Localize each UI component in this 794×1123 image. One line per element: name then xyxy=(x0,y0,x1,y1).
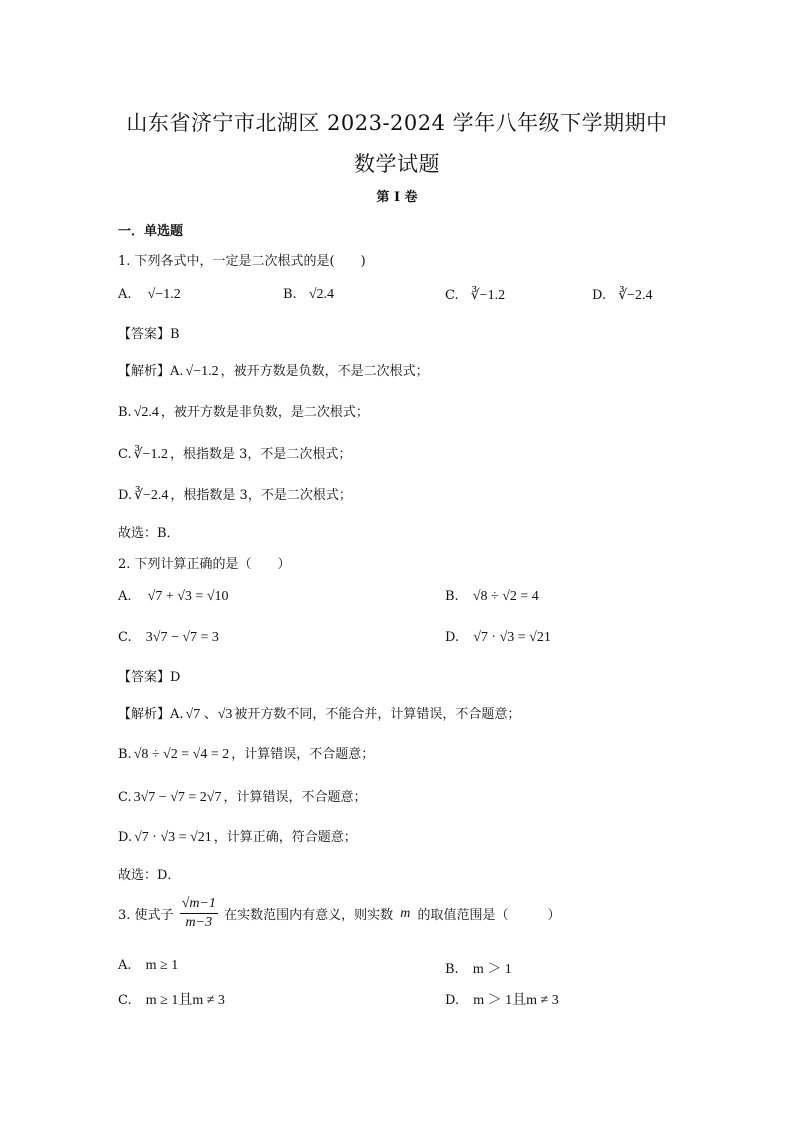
analysis-head: 【解析】 xyxy=(118,364,171,379)
option-label: A. xyxy=(118,287,132,302)
analysis-prefix: C. xyxy=(118,790,132,805)
q2-option-a xyxy=(118,589,229,605)
analysis-text: ，根指数是 3，不是二次根式； xyxy=(170,488,352,503)
q1-stem: 1. 下列各式中，一定是二次根式的是( ) xyxy=(118,254,366,269)
analysis-expression: ∛−1.2 xyxy=(133,447,168,462)
volume-label: 第 I 卷 xyxy=(376,190,418,205)
q2-analysis-c xyxy=(118,786,366,806)
q2-conclusion: 故选：D． xyxy=(118,868,181,883)
analysis-prefix: D. xyxy=(118,488,133,503)
option-expression: √−1.2 xyxy=(147,287,181,302)
option-expression: 3√7 − √7 = 3 xyxy=(145,630,219,645)
analysis-prefix: D. xyxy=(118,830,133,845)
q1-analysis-d xyxy=(118,484,352,504)
analysis-text: ，根指数是 3，不是二次根式； xyxy=(169,447,352,462)
q2-analysis-b xyxy=(118,743,374,763)
option-label: B. xyxy=(283,287,297,302)
q3-stem-suffix: 的取值范围是（ ） xyxy=(417,908,561,923)
analysis-expression: √2.4 xyxy=(133,405,159,420)
option-label: C. xyxy=(445,288,459,303)
option-label: D. xyxy=(445,630,460,645)
section-heading: 一．单选题 xyxy=(118,224,184,239)
option-label: C. xyxy=(118,630,132,645)
q2-option-d xyxy=(445,630,551,646)
q1-option-b xyxy=(283,287,334,303)
option-expression: ∛−1.2 xyxy=(470,288,506,303)
analysis-text: ，计算正确，符合题意； xyxy=(213,830,357,845)
q2-stem: 2. 下列计算正确的是（ ） xyxy=(118,557,291,572)
analysis-prefix: A. xyxy=(170,364,184,379)
title-line-1: 山东省济宁市北湖区 2023-2024 学年八年级下学期期中 xyxy=(126,111,668,135)
option-label: D. xyxy=(445,993,460,1008)
q3-stem xyxy=(118,896,561,931)
q1-option-d xyxy=(592,287,653,304)
analysis-expression: √7 、√3 xyxy=(185,707,233,722)
option-expression: √7 · √3 = √21 xyxy=(473,630,551,645)
analysis-expression: √7 · √3 = √21 xyxy=(134,830,212,845)
option-label: D. xyxy=(592,288,607,303)
option-label: A. xyxy=(118,589,132,604)
option-label: B. xyxy=(445,962,459,977)
analysis-prefix: B. xyxy=(118,405,132,420)
analysis-head: 【解析】 xyxy=(118,707,171,722)
analysis-expression: 3√7 − √7 = 2√7 xyxy=(133,790,222,805)
analysis-expression: √−1.2 xyxy=(185,364,219,379)
q2-analysis-a xyxy=(118,703,520,723)
q3-option-c xyxy=(118,989,225,1009)
analysis-prefix: A. xyxy=(170,707,184,722)
q1-option-a xyxy=(118,287,181,303)
analysis-text: 被开方数不同，不能合并，计算错误，不合题意； xyxy=(234,707,521,722)
q1-option-c xyxy=(445,287,505,304)
analysis-text: ，被开方数是非负数，是二次根式； xyxy=(160,405,369,420)
analysis-expression: √8 ÷ √2 = √4 = 2 xyxy=(133,747,230,762)
q2-option-c xyxy=(118,630,219,646)
option-expression: m ≥ 1且m ≠ 3 xyxy=(145,993,225,1008)
fraction-denominator: m−3 xyxy=(185,915,213,930)
title-line-2: 数学试题 xyxy=(354,152,440,176)
q3-option-b xyxy=(445,958,512,978)
q3-stem-prefix: 3. 使式子 xyxy=(118,908,174,923)
q1-answer: 【答案】B xyxy=(118,327,180,342)
q1-analysis-b xyxy=(118,401,369,421)
option-expression: m ＞ 1且m ≠ 3 xyxy=(473,993,559,1008)
option-label: C. xyxy=(118,993,132,1008)
q3-option-d xyxy=(445,989,559,1009)
analysis-prefix: B. xyxy=(118,747,132,762)
q3-stem-middle: 在实数范围内有意义，则实数 xyxy=(224,908,394,923)
q2-answer: 【答案】D xyxy=(118,670,181,685)
q2-option-b xyxy=(445,589,539,605)
q3-fraction xyxy=(180,896,218,931)
q3-option-a xyxy=(118,958,178,974)
option-expression: m ＞ 1 xyxy=(472,962,512,977)
option-label: A. xyxy=(118,958,132,973)
analysis-text: ，被开方数是负数，不是二次根式； xyxy=(220,364,429,379)
analysis-text: ，计算错误，不合题意； xyxy=(231,747,375,762)
analysis-expression: ∛−2.4 xyxy=(134,488,169,503)
analysis-prefix: C. xyxy=(118,447,132,462)
analysis-text: ，计算错误，不合题意； xyxy=(223,790,367,805)
q1-analysis-a xyxy=(118,360,429,380)
q3-stem-variable: m xyxy=(400,905,411,921)
fraction-numerator: √m−1 xyxy=(180,896,218,914)
option-expression: √8 ÷ √2 = 4 xyxy=(472,589,539,604)
option-expression: m ≥ 1 xyxy=(145,958,179,973)
option-expression: √2.4 xyxy=(308,287,335,302)
q1-analysis-c xyxy=(118,443,351,463)
q2-analysis-d xyxy=(118,826,357,846)
option-label: B. xyxy=(445,589,459,604)
q1-conclusion: 故选：B． xyxy=(118,526,180,541)
option-expression: √7 + √3 = √10 xyxy=(147,589,229,604)
option-expression: ∛−2.4 xyxy=(618,288,653,303)
